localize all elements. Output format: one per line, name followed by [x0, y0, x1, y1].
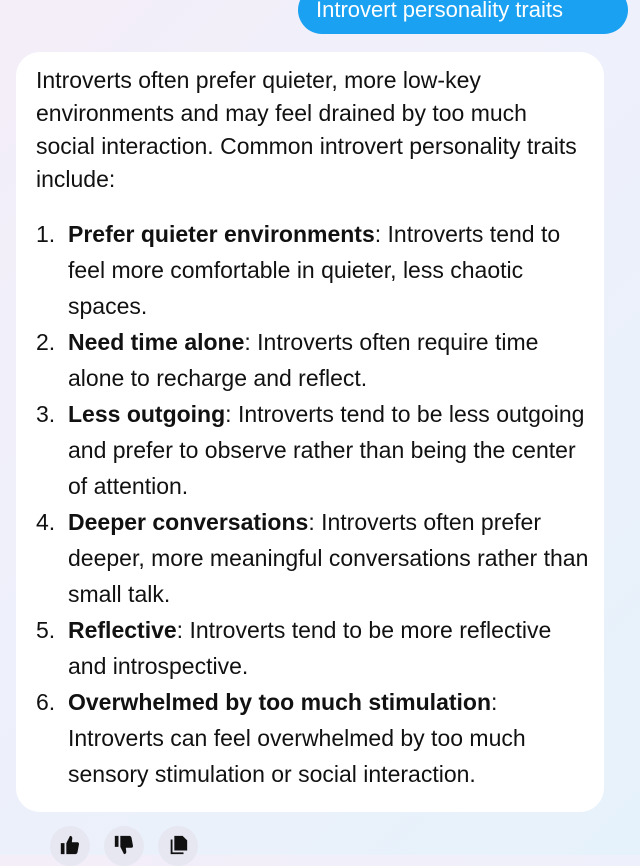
thumbs-down-icon — [113, 834, 135, 856]
traits-list — [36, 216, 590, 792]
list-item — [36, 684, 590, 792]
list-item-number: 4. — [36, 509, 56, 535]
list-item-term: Need time alone — [68, 329, 245, 355]
list-item — [36, 612, 590, 684]
assistant-message-bubble — [16, 52, 604, 812]
list-item-term: Less outgoing — [68, 401, 226, 427]
list-item-text: : Introverts tend to be less outgoing and prefer to observe rather than being the center of attention. — [68, 401, 585, 499]
list-item-text: : Introverts tend to be more reflective and introspective. — [68, 617, 552, 679]
copy-button[interactable] — [158, 826, 198, 866]
list-item-number: 1. — [36, 221, 56, 247]
list-item-term: Deeper conversations — [68, 509, 309, 535]
list-item-number: 5. — [36, 617, 56, 643]
list-item-text: : Introverts often prefer deeper, more meaningful conversations rather than small talk. — [68, 509, 589, 607]
user-message-bubble — [298, 0, 628, 34]
assistant-intro-text: Introverts often prefer quieter, more low-key environments and may feel drained by too much social interaction. Common introvert personality traits include: — [36, 67, 577, 192]
list-item-number: 6. — [36, 689, 56, 715]
list-item-text: : Introverts can feel overwhelmed by too much sensory stimulation or social interaction. — [68, 689, 526, 787]
list-item-number: 3. — [36, 401, 56, 427]
message-actions — [50, 826, 198, 866]
thumbs-up-button[interactable] — [50, 826, 90, 866]
list-item-term: Overwhelmed by too much stimulation — [68, 689, 492, 715]
list-item-term: Prefer quieter environments — [68, 221, 375, 247]
list-item — [36, 396, 590, 504]
list-item-text: : Introverts tend to feel more comfortable in quieter, less chaotic spaces. — [68, 221, 561, 319]
list-item — [36, 324, 590, 396]
thumbs-up-icon — [59, 834, 81, 856]
copy-icon — [167, 834, 189, 856]
list-item — [36, 216, 590, 324]
list-item-text: : Introverts often require time alone to recharge and reflect. — [68, 329, 539, 391]
user-message-text: Introvert personality traits — [316, 0, 563, 22]
list-item-number: 2. — [36, 329, 56, 355]
thumbs-down-button[interactable] — [104, 826, 144, 866]
list-item — [36, 504, 590, 612]
list-item-term: Reflective — [68, 617, 177, 643]
